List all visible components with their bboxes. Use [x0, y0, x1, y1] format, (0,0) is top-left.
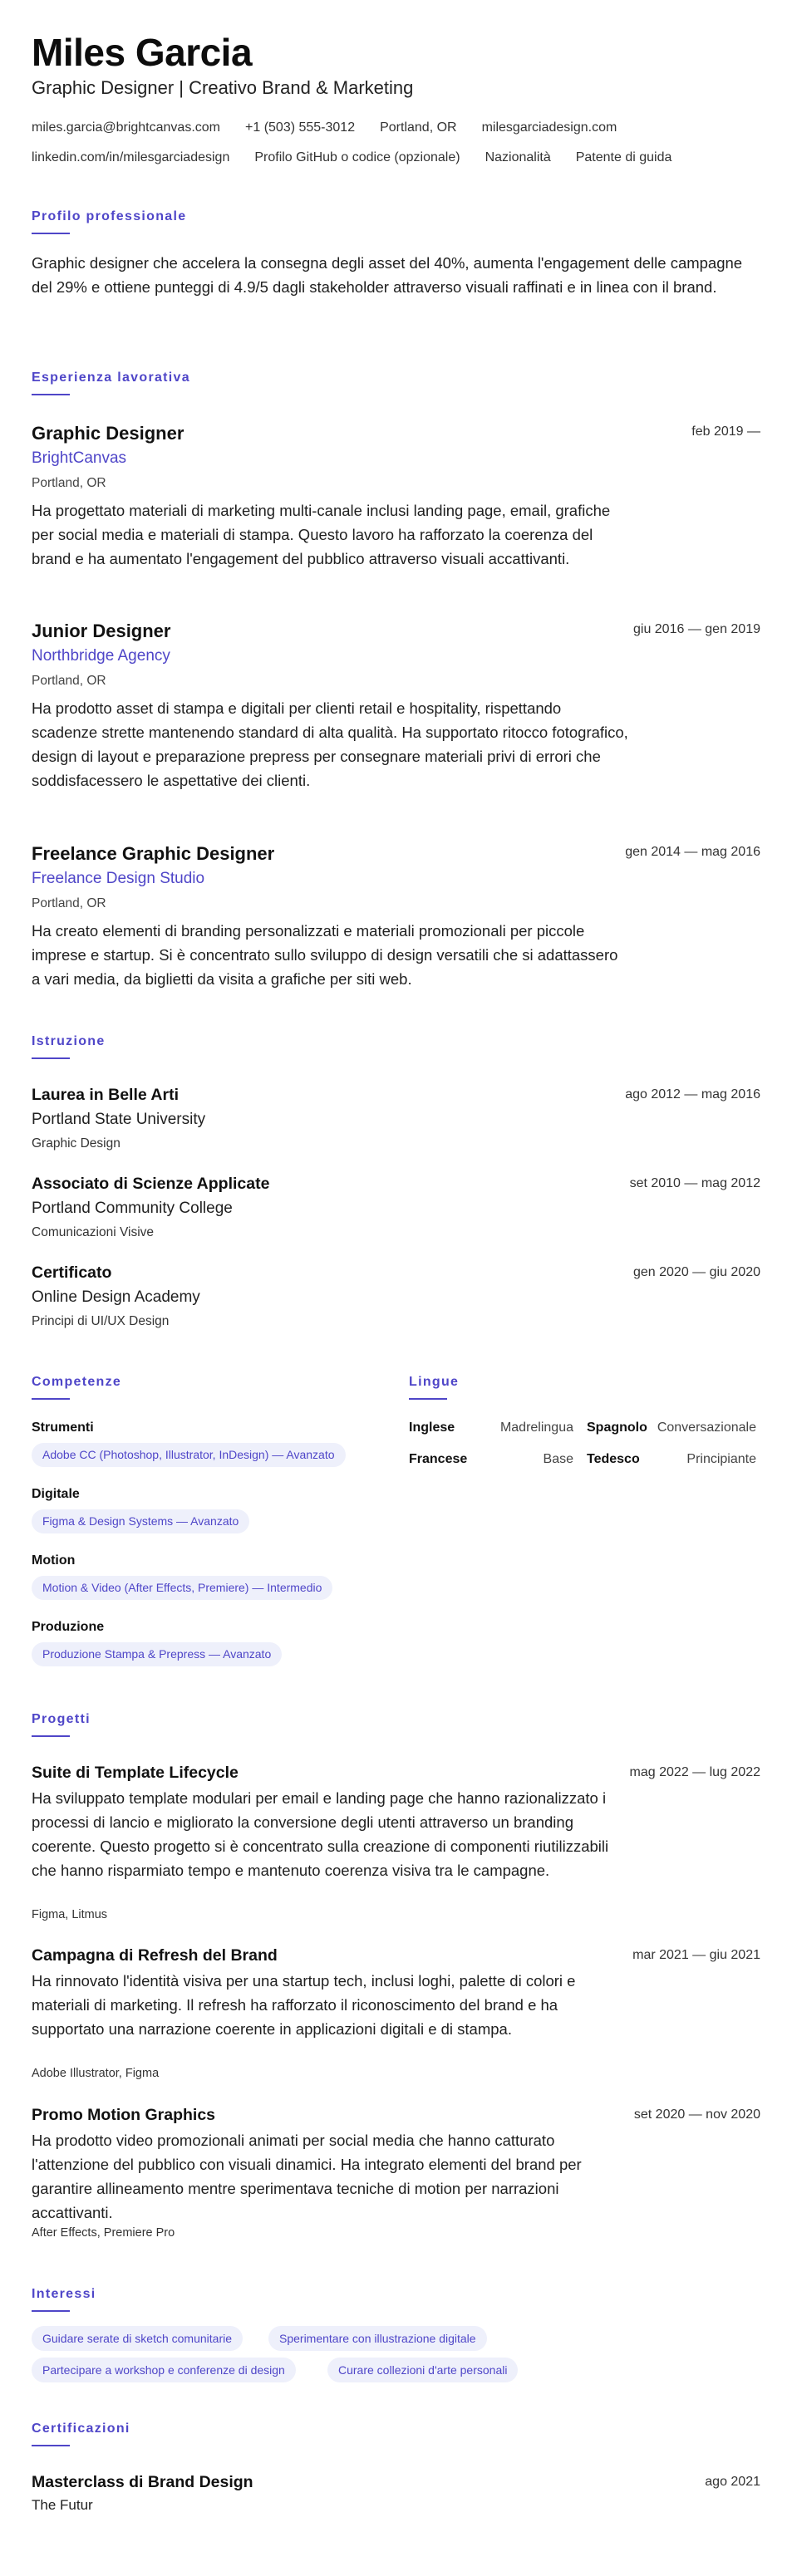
interest-chip: Partecipare a workshop e conferenze di design: [32, 2358, 296, 2382]
section-divider: [32, 1057, 70, 1059]
job-location: Portland, OR: [32, 674, 106, 688]
contact-row-primary: [32, 120, 617, 135]
section-divider: [32, 233, 70, 234]
contact-driving-license: Patente di guida: [575, 150, 672, 164]
language-level: Principiante: [686, 1452, 756, 1466]
section-title-experience: Esperienza lavorativa: [32, 370, 190, 385]
language-name: Tedesco: [587, 1452, 640, 1466]
section-divider: [32, 2310, 70, 2312]
profile-summary: Graphic designer che accelera la consegna degli asset del 40%, aumenta l'engagement delle campagne del 29% e ottiene punteggi di 4.9/5 dagli stakeholder attraverso visuali raffinati e in linea con il brand.: [32, 254, 743, 296]
language-name: Spagnolo: [587, 1420, 647, 1435]
education-school: Portland Community College: [32, 1200, 233, 1217]
project-description: Ha rinnovato l'identità visiva per una startup tech, inclusi loghi, palette di colori e materiali di marketing. Il refresh ha rafforzato il riconoscimento del brand e ha supportato una narrazione coerente in applicazioni digitali e di stampa.: [32, 1972, 576, 2038]
education-dates: ago 2012 — mag 2016: [625, 1087, 760, 1102]
project-dates: mar 2021 — giu 2021: [632, 1948, 760, 1962]
language-level: Madrelingua: [499, 1420, 573, 1435]
contact-row-secondary: [32, 150, 671, 165]
education-field: Principi di UI/UX Design: [32, 1314, 170, 1328]
section-title-projects: Progetti: [32, 1712, 91, 1726]
education-degree: Certificato: [32, 1263, 112, 1282]
job-dates: feb 2019 —: [691, 424, 760, 439]
contact-phone[interactable]: +1 (503) 555-3012: [245, 120, 356, 135]
project-dates: set 2020 — nov 2020: [633, 2107, 760, 2122]
project-name: Campagna di Refresh del Brand: [32, 1946, 278, 1965]
section-title-skills: Competenze: [32, 1375, 122, 1389]
education-degree: Laurea in Belle Arti: [32, 1086, 179, 1104]
job-title: Junior Designer: [32, 621, 171, 641]
language-level: Base: [543, 1452, 573, 1466]
job-description: Ha prodotto asset di stampa e digitali per clienti retail e hospitality, rispettando scadenze strette mantenendo standard di alta qualità. Ha supportato ritocco fotografico, design di layout e preparazione prepress per consegnare materiali privi di errori che soddisfacessero le aspettative dei clienti.: [32, 699, 628, 789]
project-tools: Figma, Litmus: [32, 1908, 108, 1921]
certification-date: ago 2021: [705, 2475, 760, 2489]
job-description: Ha progettato materiali di marketing multi-canale inclusi landing page, email, grafiche per social media e materiali di stampa. Questo lavoro ha rafforzato la coerenza del brand e ha aumentato l'engagement del pubblico attraverso visuali accattivanti.: [32, 502, 611, 567]
interest-chip: Sperimentare con illustrazione digitale: [268, 2326, 487, 2351]
interest-chip: Guidare serate di sketch comunitarie: [32, 2326, 243, 2351]
project-dates: mag 2022 — lug 2022: [629, 1765, 760, 1779]
education-degree: Associato di Scienze Applicate: [32, 1175, 270, 1193]
certification-issuer: The Futur: [32, 2497, 93, 2513]
skill-chip: Motion & Video (After Effects, Premiere) — Intermedio: [32, 1576, 332, 1600]
project-tools: Adobe Illustrator, Figma: [32, 2067, 160, 2080]
education-field: Comunicazioni Visive: [32, 1225, 155, 1239]
project-tools: After Effects, Premiere Pro: [32, 2226, 175, 2240]
job-location: Portland, OR: [32, 896, 106, 910]
section-title-interests: Interessi: [32, 2287, 96, 2301]
certification-name: Masterclass di Brand Design: [32, 2473, 253, 2491]
contact-nationality: Nazionalità: [485, 150, 551, 164]
section-title-education: Istruzione: [32, 1034, 106, 1048]
contact-github[interactable]: Profilo GitHub o codice (opzionale): [254, 150, 460, 164]
job-company: Northbridge Agency: [32, 647, 170, 665]
skill-category: Produzione: [32, 1620, 105, 1634]
section-title-profile: Profilo professionale: [32, 209, 187, 223]
skill-chip: Adobe CC (Photoshop, Illustrator, InDesign) — Avanzato: [32, 1443, 346, 1467]
project-name: Promo Motion Graphics: [32, 2106, 216, 2124]
project-description: Ha sviluppato template modulari per email e landing page che hanno razionalizzato i processi di lancio e migliorato la conversione degli utenti attraverso un branding coerente. Questo progetto si è concentrato sulla creazione di componenti riutilizzabili che hanno risparmiato tempo e mantenuto coerenza visiva tra le campagne.: [32, 1789, 609, 1879]
language-name: Francese: [409, 1452, 468, 1466]
skill-category: Digitale: [32, 1487, 80, 1501]
section-title-certifications: Certificazioni: [32, 2421, 130, 2436]
section-divider: [32, 2445, 70, 2446]
skill-category: Motion: [32, 1553, 76, 1568]
interest-chip: Curare collezioni d'arte personali: [327, 2358, 518, 2382]
education-school: Online Design Academy: [32, 1288, 200, 1306]
language-level: Conversazionale: [657, 1420, 756, 1435]
contact-website[interactable]: milesgarciadesign.com: [481, 120, 617, 135]
education-dates: set 2010 — mag 2012: [629, 1176, 760, 1190]
job-title: Freelance Graphic Designer: [32, 843, 275, 864]
section-divider: [32, 1398, 70, 1400]
candidate-name: Miles Garcia: [32, 31, 253, 74]
section-divider: [32, 394, 70, 395]
contact-location: Portland, OR: [380, 120, 457, 135]
education-school: Portland State University: [32, 1111, 206, 1128]
job-location: Portland, OR: [32, 476, 106, 490]
contact-linkedin[interactable]: linkedin.com/in/milesgarciadesign: [32, 150, 230, 164]
candidate-headline: Graphic Designer | Creativo Brand & Marketing: [32, 77, 414, 98]
project-name: Suite di Template Lifecycle: [32, 1764, 239, 1782]
language-name: Inglese: [409, 1420, 455, 1435]
section-divider: [32, 1735, 70, 1737]
contact-email[interactable]: miles.garcia@brightcanvas.com: [32, 120, 220, 135]
skill-chip: Figma & Design Systems — Avanzato: [32, 1509, 249, 1533]
job-company: Freelance Design Studio: [32, 870, 205, 887]
skill-category: Strumenti: [32, 1420, 94, 1435]
section-divider: [409, 1398, 447, 1400]
project-description: Ha prodotto video promozionali animati per social media che hanno catturato l'attenzione del pubblico con visuali dinamici. Ha integrato elementi del brand per garantire allineamento mentre sperimentava tecniche di motion per narrazioni accattivanti.: [32, 2132, 582, 2221]
job-dates: giu 2016 — gen 2019: [632, 622, 760, 636]
section-title-languages: Lingue: [409, 1375, 460, 1389]
education-dates: gen 2020 — giu 2020: [632, 1265, 760, 1279]
job-company: BrightCanvas: [32, 449, 127, 467]
job-description: Ha creato elementi di branding personalizzati e materiali promozionali per piccole imprese e startup. Si è concentrato sullo sviluppo di design versatili che si adattassero a vari media, da biglietti da visita a grafiche per siti web.: [32, 922, 618, 988]
job-dates: gen 2014 — mag 2016: [625, 845, 760, 859]
skill-chip: Produzione Stampa & Prepress — Avanzato: [32, 1642, 282, 1666]
job-title: Graphic Designer: [32, 423, 184, 444]
education-field: Graphic Design: [32, 1136, 121, 1151]
